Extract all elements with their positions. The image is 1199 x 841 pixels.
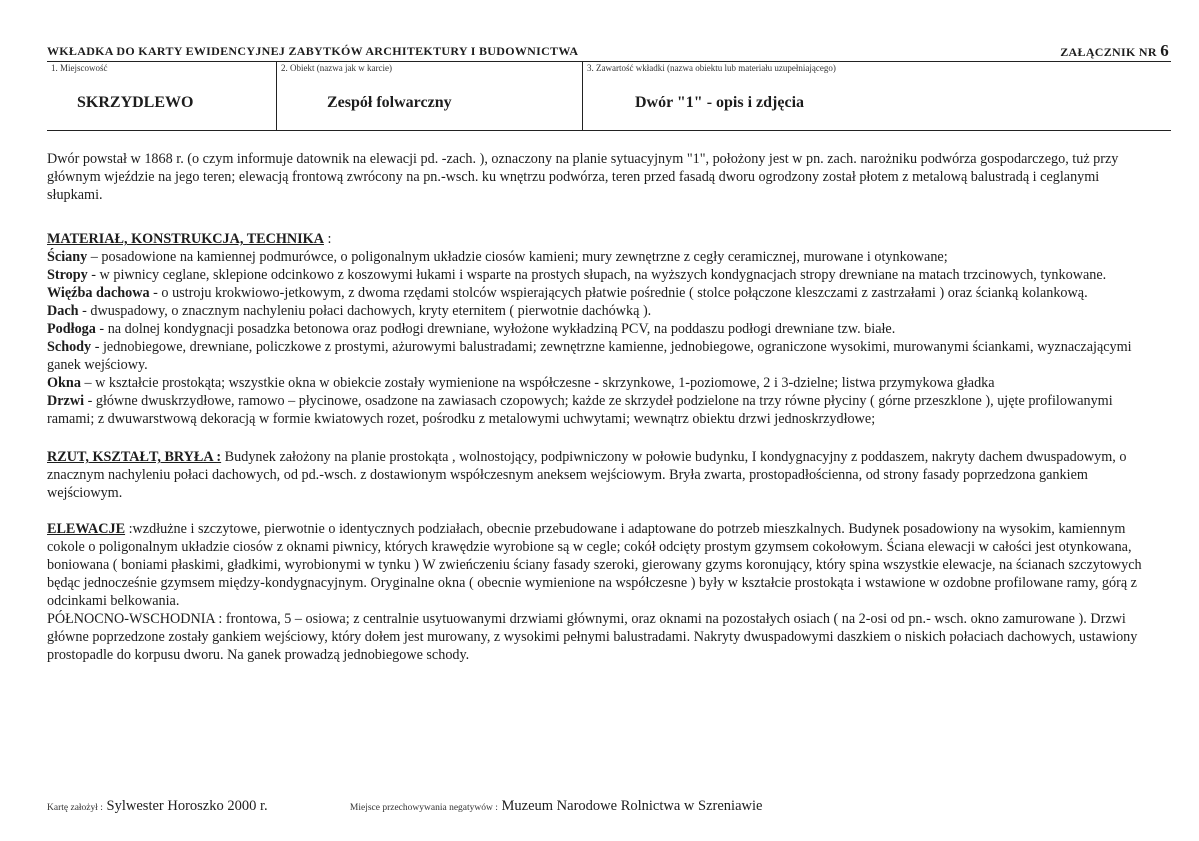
material-item xyxy=(47,392,1147,428)
material-item xyxy=(47,374,1147,392)
field-object-label: 2. Obiekt (nazwa jak w karcie) xyxy=(281,63,392,73)
material-item-text: - dwuspadowy, o znacznym nachyleniu połaci dachowych, kryty eternitem ( pierwotnie dachówką ). xyxy=(78,303,652,319)
material-item-label: Schody xyxy=(47,339,92,355)
material-item-label: Więźba dachowa xyxy=(47,285,150,301)
rzut-heading: RZUT, KSZTAŁT, BRYŁA : xyxy=(47,449,222,465)
material-item xyxy=(47,302,1147,320)
field-object-value: Zespół folwarczny xyxy=(327,94,452,111)
intro-paragraph: Dwór powstał w 1868 r. (o czym informuje datownik na elewacji pd. -zach. ), oznaczony na planie sytuacyjnym "1", położony jest w pn. zach. narożniku podwórza gospodarczego, tuż przy głównym wjeździe na jego teren; elewacją frontową zwrócony na pn.-wsch. ku wnętrzu podwórza, teren przed fasadą dworu ogrodzony został płotem z metalową balustradą i ceglanymi słupkami. xyxy=(47,151,1119,203)
material-item-text: – posadowione na kamiennej podmurówce, o poligonalnym układzie ciosów kamieni; mury zewnętrzne z cegły ceramicznej, murowane i otynkowane; xyxy=(87,249,948,265)
material-item-text: - jednobiegowe, drewniane, policzkowe z prostymi, ażurowymi balustradami; zewnętrzne kamienne, jednobiegowe, ograniczone wysokimi, murowanymi ściankami, wyznaczającymi ganek wejściowy. xyxy=(47,339,1132,373)
material-item-text: – w kształcie prostokąta; wszystkie okna w obiekcie zostały wymienione na współczesne - skrzynkowe, 1-poziomowe, 2 i 3-dzielne; listwa przymykowa gładka xyxy=(80,375,995,391)
elewacje-paragraph xyxy=(47,520,1147,610)
field-contents xyxy=(583,62,1171,130)
material-item xyxy=(47,248,1147,266)
material-item xyxy=(47,266,1147,284)
document-title: WKŁADKA DO KARTY EWIDENCYJNEJ ZABYTKÓW ARCHITEKTURY I BUDOWNICTWA xyxy=(47,44,579,58)
material-item xyxy=(47,338,1147,374)
material-heading: MATERIAŁ, KONSTRUKCJA, TECHNIKA xyxy=(47,231,324,247)
material-item-text: - o ustroju krokwiowo-jetkowym, z dwoma rzędami stolców wspierających płatwie pośrednie ( stolce połączone kleszczami z zastrzałami ) oraz ścianką kolankową. xyxy=(149,285,1088,301)
elewacja-pn-paragraph: PÓŁNOCNO-WSCHODNIA : frontowa, 5 – osiowa; z centralnie usytuowanymi drzwiami głównymi, oraz oknami na pozostałych osiach ( na 2-osi od pn.- wsch. okno zamurowane ). Drzwi główne poprzedzone zostały gankiem wejściowy, który dołem jest murowany, z wysokimi pełnymi balustradami. Nakryty dwuspadowymi daszkiem o niskich połaciach dachowych, ustawiony prostopadle do korpusu dworu. Na ganek prowadzą jednobiegowe schody. xyxy=(47,611,1138,663)
elewacje-text: :wzdłużne i szczytowe, pierwotnie o identycznych podziałach, obecnie przebudowane i adaptowane do potrzeb mieszkalnych. Budynek posadowiony na wysokim, kamiennym cokole o poligonalnym układzie ciosów z oknami piwnicy, których krawędzie wyrobione są w cegle; cokół odcięty prostym gzymsem cokołowym. Ściana elewacji w całości jest otynkowana, boniowana ( boniami płaskimi, gładkimi, wyrobionymi w tynku ) W zwieńczeniu ściany fasady szeroki, gierowany gzyms koronujący, który spina wszystkie elewacje, na ścianach szczytowych będąc jednocześnie gzymsem między-kondygnacyjnym. Oryginalne okna ( obecnie wymienione na współczesne ) były w kształcie prostokąta i wstawione w ozdobne profilowane ramy, górą z odcinkami belkowania. xyxy=(47,521,1142,609)
negatives-value: Muzeum Narodowe Rolnictwa w Szreniawie xyxy=(501,798,763,814)
made-by-label: Kartę założył : xyxy=(47,803,103,813)
material-item-text: - główne dwuskrzydłowe, ramowo – płycinowe, osadzone na zawiasach czopowych; każde ze skrzydeł podzielone na trzy równe płyciny ( górne przeszklone ), ujęte profilowanymi ramami; z dwuwarstwową dekoracją w formie kwiatowych rozet, pośrodku z metalowymi uchwytami; wewnątrz obiektu drzwi jednoskrzydłowe; xyxy=(47,393,1113,427)
material-item-label: Podłoga xyxy=(47,321,96,337)
material-item-label: Okna xyxy=(47,375,81,391)
negatives-label: Miejsce przechowywania negatywów : xyxy=(349,803,498,813)
field-contents-value: Dwór "1" - opis i zdjęcia xyxy=(635,94,805,111)
material-heading-colon: : xyxy=(323,231,332,247)
annex-number xyxy=(1060,41,1169,61)
material-item-text: - na dolnej kondygnacji posadzka betonowa oraz podłogi drewniane, wyłożone wykładziną PCV, na poddaszu podłogi drewniane tzw. białe. xyxy=(95,321,896,337)
field-locality-value: SKRZYDLEWO xyxy=(77,94,194,111)
rzut-paragraph xyxy=(47,448,1147,502)
material-item xyxy=(47,284,1147,302)
annex-label: ZAŁĄCZNIK NR xyxy=(1060,45,1157,59)
material-item-label: Dach xyxy=(47,303,79,319)
field-contents-label: 3. Zawartość wkładki (nazwa obiektu lub materiału uzupełniającego) xyxy=(587,63,836,73)
document-body xyxy=(47,150,1147,664)
material-heading-line xyxy=(47,230,1147,248)
material-item-label: Stropy xyxy=(47,267,88,283)
rzut-text: Budynek założony na planie prostokąta , wolnostojący, podpiwniczony w połowie budynku, I kondygnacyjny z poddaszem, nakryty dachem dwuspadowym, o znacznym nachyleniu połaci dachowych, od pd.-wsch. z dostawionym współczesnym aneksem wejściowym. Bryła zwarta, prostopadłościenna, od strony fasady poprzedzona gankiem wejściowym. xyxy=(47,449,1127,501)
fields-grid xyxy=(47,62,1171,131)
elewacje-heading: ELEWACJE xyxy=(47,521,126,537)
material-item-text: - w piwnicy ceglane, sklepione odcinkowo z koszowymi łukami i wsparte na prostych słupach, na wyższych kondygnacjach stropy drewniane na matach trzcinowych, tynkowane. xyxy=(87,267,1107,283)
field-object xyxy=(277,62,583,130)
material-item xyxy=(47,320,1147,338)
field-locality xyxy=(47,62,277,130)
material-item-label: Ściany xyxy=(47,249,88,265)
made-by-value: Sylwester Horoszko 2000 r. xyxy=(106,798,268,814)
annex-number-value: 6 xyxy=(1160,41,1169,60)
material-item-label: Drzwi xyxy=(47,393,85,409)
field-locality-label: 1. Miejscowość xyxy=(51,63,108,73)
document-footer xyxy=(47,798,762,815)
